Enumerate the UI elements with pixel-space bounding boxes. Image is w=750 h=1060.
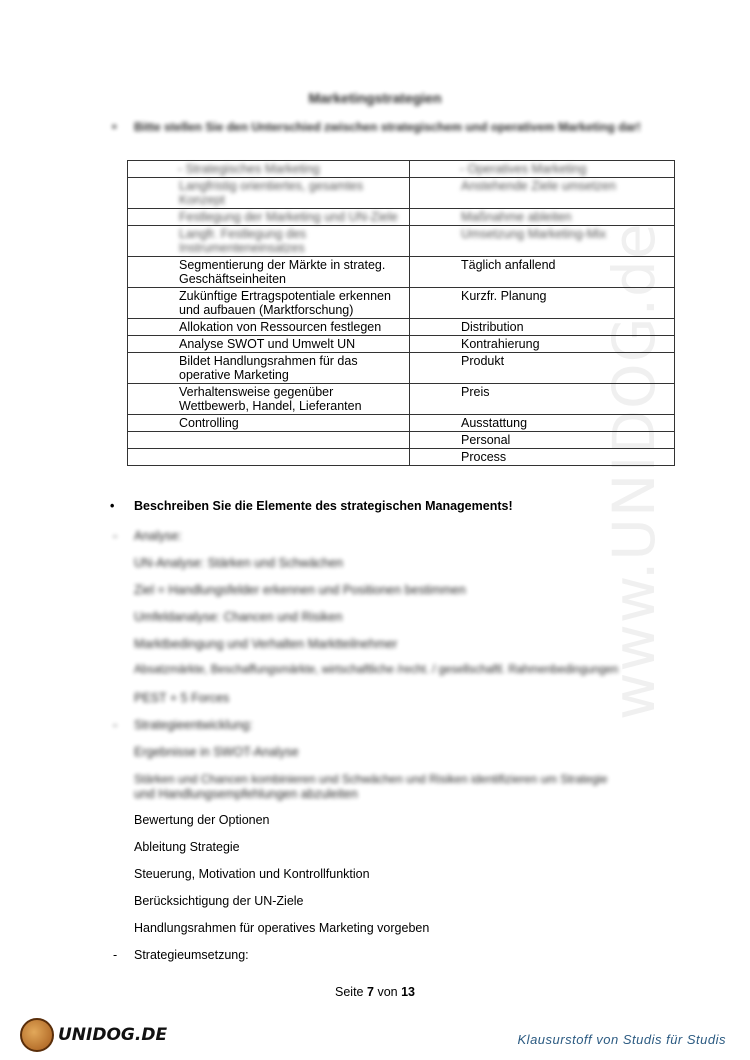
table-row (128, 178, 675, 209)
text-line: Bewertung der Optionen (134, 813, 270, 827)
bullet: • (110, 499, 115, 513)
blurred-line: Absatzmärkte, Beschaffungsmärkte, wirtschaftliche /recht. / gesellschaftl. Rahmenbedingungen (134, 664, 619, 676)
dash: - (113, 948, 118, 962)
question-1 (110, 120, 650, 134)
blurred-line: Stärken und Chancen kombinieren und Schwächen und Risiken identifizieren um Strategie (134, 772, 608, 786)
bullet: • (112, 119, 117, 134)
question-2-text: Beschreiben Sie die Elemente des strategischen Managements! (134, 499, 513, 513)
blurred-line: Ergebnisse in SWOT-Analyse (134, 745, 299, 759)
table-header-row (128, 161, 675, 178)
operative-cell: Ausstattung (410, 415, 675, 432)
table-header-cell: - Operatives Marketing (410, 161, 675, 178)
dash: - (113, 529, 118, 543)
blurred-line: Strategieentwicklung: (134, 718, 253, 732)
strategic-cell: Zukünftige Ertragspotentiale erkennen und aufbauen (Marktforschung) (128, 288, 410, 319)
page-total: 13 (401, 985, 415, 999)
table-row (128, 288, 675, 319)
table-row (128, 319, 675, 336)
strategic-cell: Controlling (128, 415, 410, 432)
watermark: www.UNIDOG.de (600, 222, 668, 720)
text-line: Handlungsrahmen für operatives Marketing vorgeben (134, 921, 430, 935)
strategic-cell: Bildet Handlungsrahmen für das operative Marketing (128, 353, 410, 384)
operative-cell: Täglich anfallend (410, 257, 675, 288)
page-current: 7 (367, 985, 374, 999)
blurred-line: und Handlungsempfehlungen abzuleiten (134, 787, 358, 801)
logo-text: UNIDOG.DE (58, 1025, 168, 1045)
dog-icon (20, 1018, 54, 1052)
table-row (128, 415, 675, 432)
strategic-cell: Langfristig orientiertes, gesamtes Konzept (128, 178, 410, 209)
blurred-line: Umfeldanalyse: Chancen und Risiken (134, 610, 343, 624)
operative-cell: Process (410, 449, 675, 466)
strategic-cell: Verhaltensweise gegenüber Wettbewerb, Handel, Lieferanten (128, 384, 410, 415)
operative-cell: Produkt (410, 353, 675, 384)
strategic-cell: Analyse SWOT und Umwelt UN (128, 336, 410, 353)
table-row (128, 384, 675, 415)
question-2 (110, 499, 513, 513)
strategic-cell: Segmentierung der Märkte in strateg. Geschäftseinheiten (128, 257, 410, 288)
strategic-cell: Festlegung der Marketing und UN-Ziele (128, 209, 410, 226)
table-row (128, 209, 675, 226)
text-line: Berücksichtigung der UN-Ziele (134, 894, 304, 908)
blurred-line: Analyse: (134, 529, 182, 543)
operative-cell: Personal (410, 432, 675, 449)
dash: - (113, 718, 118, 732)
table-row (128, 432, 675, 449)
table-row (128, 353, 675, 384)
text-line: Steuerung, Motivation und Kontrollfunktion (134, 867, 370, 881)
text-line: Ableitung Strategie (134, 840, 240, 854)
operative-cell: Maßnahme ableiten (410, 209, 675, 226)
strategic-cell (128, 449, 410, 466)
blurred-line: Marktbedingung und Verhalten Marktteilnehmer (134, 637, 398, 651)
strategic-cell: Langfr. Festlegung des Instrumenteneinsatzes (128, 226, 410, 257)
question-1-text: Bitte stellen Sie den Unterschied zwischen strategischem und operativem Marketing dar! (134, 120, 641, 134)
page-prefix: Seite (335, 985, 364, 999)
table-row (128, 449, 675, 466)
operative-cell: Umsetzung Marketing-Mix (410, 226, 675, 257)
strategic-cell: Allokation von Ressourcen festlegen (128, 319, 410, 336)
operative-cell: Preis (410, 384, 675, 415)
table-row (128, 336, 675, 353)
page-mid: von (377, 985, 398, 999)
operative-cell: Distribution (410, 319, 675, 336)
unidog-logo[interactable] (20, 1018, 167, 1052)
operative-cell: Kurzfr. Planung (410, 288, 675, 319)
page-title: Marketingstrategien (308, 90, 442, 106)
text-line: Strategieumsetzung: (134, 948, 249, 962)
comparison-table (127, 160, 675, 466)
tagline: Klausurstoff von Studis für Studis (517, 1032, 726, 1047)
operative-cell: Kontrahierung (410, 336, 675, 353)
page-number (0, 985, 750, 999)
strategic-cell (128, 432, 410, 449)
table-row (128, 257, 675, 288)
blurred-line: PEST + 5 Forces (134, 691, 230, 705)
table-header-cell: - Strategisches Marketing (128, 161, 410, 178)
blurred-line: UN-Analyse: Stärken und Schwächen (134, 556, 344, 570)
table-row (128, 226, 675, 257)
operative-cell: Anstehende Ziele umsetzen (410, 178, 675, 209)
blurred-line: Ziel = Handlungsfelder erkennen und Positionen bestimmen (134, 583, 466, 597)
